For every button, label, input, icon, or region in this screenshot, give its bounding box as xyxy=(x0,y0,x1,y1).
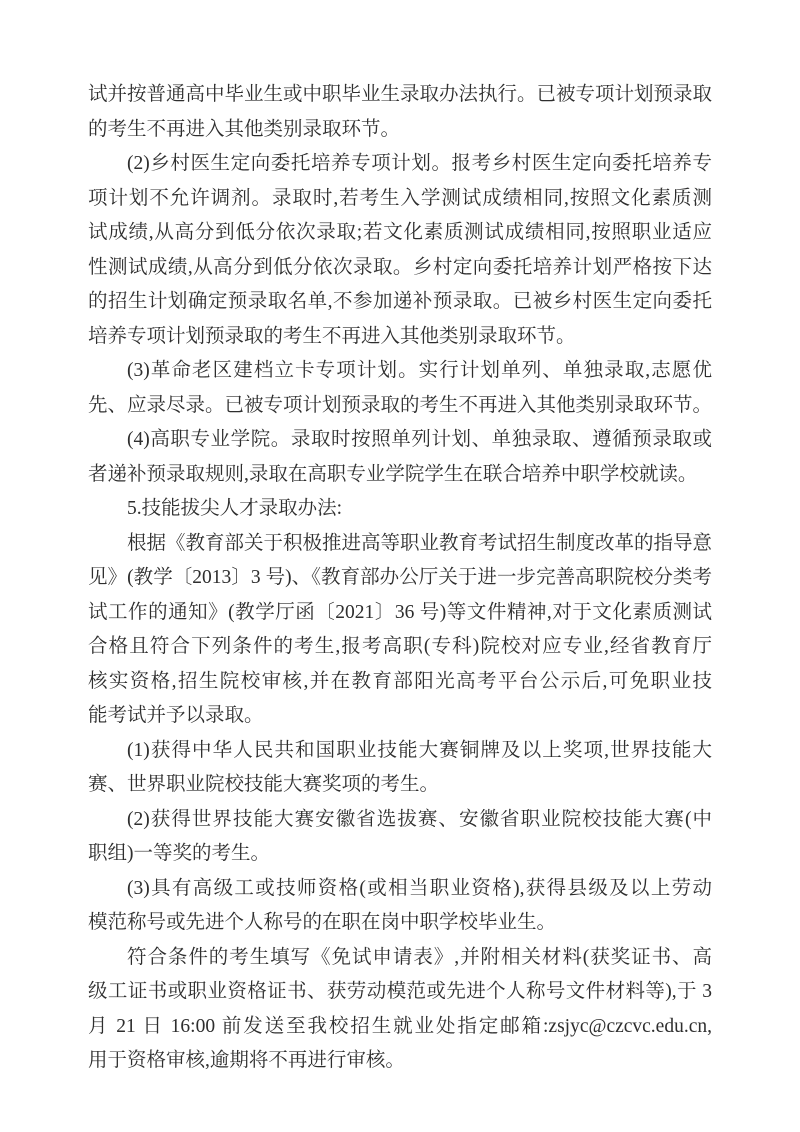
text-line: 模范称号或先进个人称号的在职在岗中职学校毕业生。 xyxy=(88,912,557,933)
text-line: 试成绩,从高分到低分依次录取;若文化素质测试成绩相同,按照职业适应 xyxy=(88,222,712,243)
text-line: 用于资格审核,逾期将不再进行审核。 xyxy=(88,1050,405,1071)
text-line: 符合条件的考生填写《免试申请表》,并附相关材料(获奖证书、高 xyxy=(127,946,712,968)
text-line: 职组)一等奖的考生。 xyxy=(88,843,270,864)
text-line: (3)革命老区建档立卡专项计划。实行计划单列、单独录取,志愿优 xyxy=(127,360,712,381)
paragraph xyxy=(88,527,712,734)
text-line: 的考生不再进入其他类别录取环节。 xyxy=(88,118,401,140)
text-line: (4)高职专业学院。录取时按照单列计划、单独录取、遵循预录取或 xyxy=(127,429,712,450)
text-line: 者递补预录取规则,录取在高职专业学院学生在联合培养中职学校就读。 xyxy=(88,463,698,485)
text-line: 培养专项计划预录取的考生不再进入其他类别录取环节。 xyxy=(88,325,576,347)
text-line: (3)具有高级工或技师资格(或相当职业资格),获得县级及以上劳动 xyxy=(127,877,712,899)
paragraph xyxy=(88,492,712,527)
text-line: 性测试成绩,从高分到低分依次录取。乡村定向委托培养计划严格按下达 xyxy=(88,256,712,278)
paragraph xyxy=(88,147,712,354)
text-line: (1)获得中华人民共和国职业技能大赛铜牌及以上奖项,世界技能大 xyxy=(127,739,712,761)
paragraph xyxy=(88,734,712,803)
text-line: 赛、世界职业院校技能大赛奖项的考生。 xyxy=(88,774,440,795)
paragraph xyxy=(88,872,712,941)
text-line: 月 21 日 16:00 前发送至我校招生就业处指定邮箱:zsjyc@czcvc.edu.cn, xyxy=(88,1015,712,1037)
text-line: 5.技能拔尖人才录取办法: xyxy=(127,498,343,519)
document-body xyxy=(88,78,712,1079)
text-line: 能考试并予以录取。 xyxy=(88,705,264,726)
text-line: 试并按普通高中毕业生或中职毕业生录取办法执行。已被专项计划预录取 xyxy=(88,84,713,105)
text-line: (2)乡村医生定向委托培养专项计划。报考乡村医生定向委托培养专 xyxy=(127,153,712,174)
paragraph xyxy=(88,941,712,1079)
text-line: 的招生计划确定预录取名单,不参加递补预录取。已被乡村医生定向委托 xyxy=(88,291,712,312)
text-line: 核实资格,招生院校审核,并在教育部阳光高考平台公示后,可免职业技 xyxy=(88,670,712,692)
text-line: (2)获得世界技能大赛安徽省选拔赛、安徽省职业院校技能大赛(中 xyxy=(127,808,712,830)
paragraph xyxy=(88,354,712,423)
text-line: 先、应录尽录。已被专项计划预录取的考生不再进入其他类别录取环节。 xyxy=(88,394,713,416)
paragraph xyxy=(88,803,712,872)
text-line: 合格且符合下列条件的考生,报考高职(专科)院校对应专业,经省教育厅 xyxy=(88,636,712,657)
text-line: 试工作的通知》(教学厅函〔2021〕36 号)等文件精神,对于文化素质测试 xyxy=(88,601,712,623)
text-line: 根据《教育部关于积极推进高等职业教育考试招生制度改革的指导意 xyxy=(127,532,713,554)
text-line: 级工证书或职业资格证书、获劳动模范或先进个人称号文件材料等),于 3 xyxy=(88,981,712,1002)
paragraph xyxy=(88,423,712,492)
paragraph xyxy=(88,78,712,147)
text-line: 见》(教学〔2013〕3 号)、《教育部办公厅关于进一步完善高职院校分类考 xyxy=(88,567,712,588)
text-line: 项计划不允许调剂。录取时,若考生入学测试成绩相同,按照文化素质测 xyxy=(88,187,712,209)
